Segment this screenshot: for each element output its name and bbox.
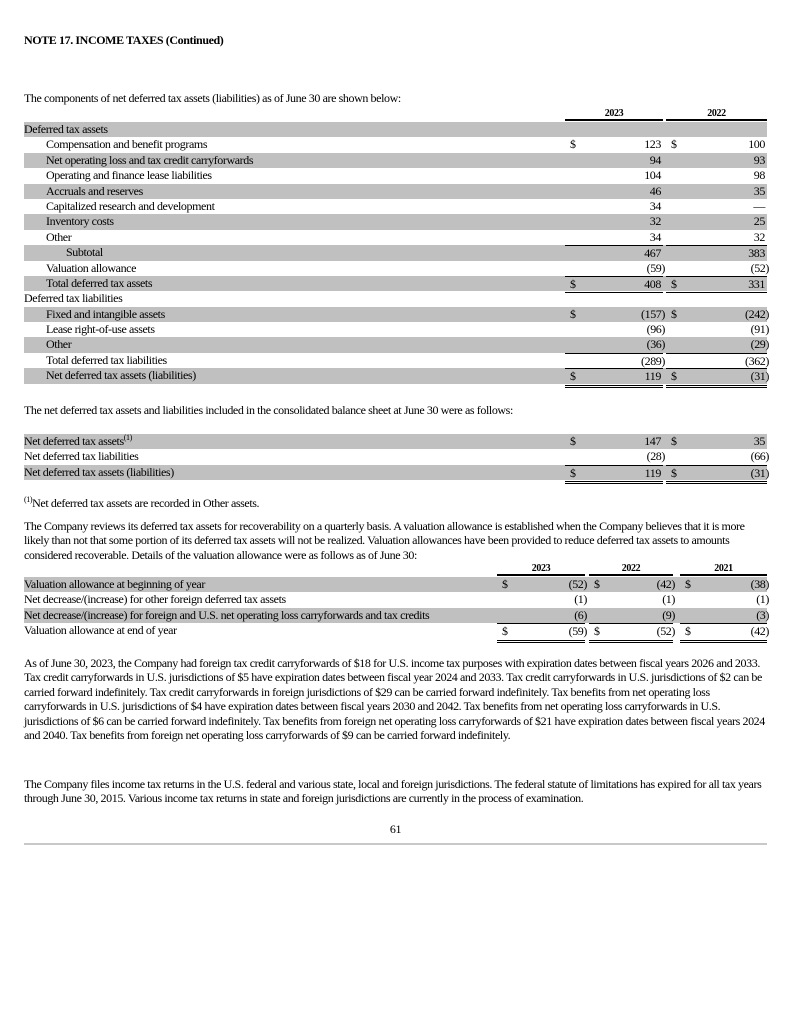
cell-value: (6) <box>574 607 587 622</box>
row-label: Valuation allowance at beginning of year <box>24 577 205 591</box>
value-cell <box>589 592 673 607</box>
row-label: Other <box>46 229 72 244</box>
currency-symbol: $ <box>685 624 691 639</box>
currency-symbol: $ <box>671 276 677 291</box>
cell-value: 32 <box>649 214 661 229</box>
row-label: Valuation allowance <box>46 260 137 275</box>
cell-value: (362) <box>745 353 769 368</box>
row-label: Compensation and benefit programs <box>46 137 208 152</box>
value-cell <box>565 465 663 484</box>
row-label: Capitalized research and development <box>46 198 215 213</box>
cell-value: (66) <box>750 449 769 464</box>
row-label: Net decrease/(increase) for foreign and U.S. net operating loss carryforwards and tax credits <box>24 607 430 622</box>
cell-value: (52) <box>568 577 587 591</box>
cell-value: (28) <box>646 449 665 464</box>
row-label: Subtotal <box>66 245 103 260</box>
cell-value: (29) <box>750 337 769 352</box>
currency-symbol: $ <box>570 434 576 448</box>
currency-symbol: $ <box>671 137 677 152</box>
currency-symbol: $ <box>502 577 508 591</box>
value-cell <box>666 230 767 245</box>
value-cell <box>666 291 767 306</box>
note-title: NOTE 17. INCOME TAXES (Continued) <box>24 33 224 47</box>
cell-value: 104 <box>644 168 661 183</box>
value-cell <box>565 122 663 137</box>
cell-value: 119 <box>644 369 661 384</box>
table-row <box>24 122 767 137</box>
currency-symbol: $ <box>570 369 576 384</box>
currency-symbol: $ <box>570 465 576 480</box>
value-cell <box>666 337 767 352</box>
cell-value: (31) <box>750 369 769 384</box>
footnote-text: Net deferred tax assets are recorded in Other assets. <box>32 496 260 510</box>
table-row <box>24 168 767 183</box>
cell-value: (1) <box>662 592 675 607</box>
cell-value: 383 <box>748 246 765 261</box>
header-row <box>24 563 767 577</box>
table-row <box>24 230 767 245</box>
cell-value: 34 <box>649 198 661 213</box>
value-cell <box>666 353 767 369</box>
balance-sheet-deferred-tax-table <box>24 434 767 480</box>
value-cell <box>565 214 663 229</box>
page-number: 61 <box>389 822 402 836</box>
cell-value: (42) <box>656 577 675 591</box>
row-label: Net deferred tax assets (liabilities) <box>24 464 174 479</box>
year-header: 2022 <box>589 563 673 576</box>
row-label: Operating and finance lease liabilities <box>46 168 212 183</box>
row-label: Net operating loss and tax credit carryforwards <box>46 152 254 167</box>
valuation-allowance-table <box>24 563 767 639</box>
cell-value: (52) <box>750 260 769 275</box>
value-cell <box>565 307 663 322</box>
header-row <box>24 108 767 122</box>
table-row <box>24 276 767 291</box>
table-row <box>24 465 767 480</box>
table-row <box>24 137 767 152</box>
cell-value: (9) <box>662 607 675 622</box>
value-cell <box>680 608 767 623</box>
table2-intro: The net deferred tax assets and liabilities included in the consolidated balance sheet at June 30 were as follows: <box>24 403 513 417</box>
value-cell <box>565 199 663 214</box>
carryforwards-paragraph: As of June 30, 2023, the Company had foreign tax credit carryforwards of $18 for U.S. income tax purposes with expiration dates between fiscal years 2026 and 2033. Tax credit carryforwards in U.S. jurisdictions of $5 have expiration dates between fiscal year 2024 and 2033. Tax credit carryforwards in U.S. jurisdictions of $2 can be carried forward indefinitely. Tax credit carryforwards in foreign jurisdictions of $29 can be carried forward indefinitely. Tax benefits from net operating loss carryforwards in U.S. jurisdictions of $4 have expiration dates between fiscal years 2030 and 2042. Tax benefits from net operating loss carryforwards in U.S. jurisdictions of $6 can be carried forward indefinitely. Tax benefits from foreign net operating loss carryforwards of $21 have expiration dates between fiscal years 2024 and 2040. Tax benefits from foreign net operating loss carryforwards of $9 can be carried forward indefinitely. <box>24 656 765 743</box>
cell-value: (289) <box>641 353 665 368</box>
value-cell <box>565 230 663 245</box>
value-cell <box>565 434 663 449</box>
value-cell <box>666 245 767 261</box>
table1-intro: The components of net deferred tax assets (liabilities) as of June 30 are shown below: <box>24 91 401 105</box>
table-row <box>24 337 767 352</box>
cell-value: (38) <box>750 577 769 591</box>
year-header: 2022 <box>666 108 767 121</box>
row-label: Deferred tax assets <box>24 122 108 136</box>
table-row <box>24 608 767 623</box>
value-cell <box>666 168 767 183</box>
value-cell <box>666 153 767 168</box>
currency-symbol: $ <box>671 369 677 384</box>
row-label: Deferred tax liabilities <box>24 291 123 306</box>
currency-symbol: $ <box>594 624 600 639</box>
cell-value: (96) <box>646 322 665 337</box>
row-label: Total deferred tax liabilities <box>46 352 167 367</box>
cell-value: 32 <box>753 229 765 244</box>
value-cell <box>680 592 767 607</box>
value-cell <box>666 261 767 276</box>
cell-value: 46 <box>649 183 661 198</box>
value-cell <box>666 199 767 214</box>
value-cell <box>666 137 767 152</box>
page-divider <box>24 843 767 845</box>
currency-symbol: $ <box>570 137 576 152</box>
value-cell <box>666 214 767 229</box>
value-cell <box>565 449 663 464</box>
year-header: 2021 <box>680 563 767 576</box>
row-label: Lease right-of-use assets <box>46 322 155 337</box>
cell-value: 467 <box>644 246 661 261</box>
value-cell <box>497 608 585 623</box>
cell-value: 35 <box>753 434 765 448</box>
value-cell <box>666 434 767 449</box>
footnote-ref: (1) <box>123 433 132 442</box>
row-label: Net decrease/(increase) for other foreign deferred tax assets <box>24 592 286 607</box>
table-row <box>24 353 767 368</box>
row-label: Net deferred tax liabilities <box>24 449 139 464</box>
cell-value: (91) <box>750 322 769 337</box>
row-label: Fixed and intangible assets <box>46 306 165 321</box>
cell-value: 93 <box>753 152 765 167</box>
cell-value: (3) <box>756 607 769 622</box>
cell-value: (52) <box>656 624 675 639</box>
value-cell <box>666 307 767 322</box>
row-label: Total deferred tax assets <box>46 275 153 290</box>
value-cell <box>565 353 663 369</box>
table-row <box>24 291 767 306</box>
table-row <box>24 368 767 383</box>
table-row <box>24 214 767 229</box>
cell-value: 408 <box>644 276 661 291</box>
cell-value: 25 <box>753 214 765 229</box>
value-cell <box>666 322 767 337</box>
currency-symbol: $ <box>502 624 508 639</box>
cell-value: 331 <box>748 276 765 291</box>
value-cell <box>565 337 663 352</box>
cell-value: (157) <box>641 306 665 321</box>
cell-value: (42) <box>750 624 769 639</box>
value-cell <box>589 577 673 592</box>
value-cell <box>589 608 673 623</box>
cell-value: 123 <box>644 137 661 152</box>
value-cell <box>680 577 767 592</box>
cell-value: — <box>753 198 765 213</box>
table-row <box>24 577 767 592</box>
table-row <box>24 322 767 337</box>
value-cell <box>666 122 767 137</box>
footnote-mark: (1) <box>24 495 33 504</box>
table-row <box>24 153 767 168</box>
cell-value: (31) <box>750 465 769 480</box>
value-cell <box>666 368 767 387</box>
cell-value: (36) <box>646 337 665 352</box>
cell-value: (59) <box>646 260 665 275</box>
value-cell <box>565 261 663 276</box>
cell-value: 100 <box>748 137 765 152</box>
value-cell <box>565 322 663 337</box>
cell-value: (59) <box>568 624 587 639</box>
footnote <box>24 496 769 510</box>
currency-symbol: $ <box>671 465 677 480</box>
cell-value: 119 <box>644 465 661 480</box>
row-label: Inventory costs <box>46 214 114 229</box>
cell-value: (1) <box>756 592 769 607</box>
currency-symbol: $ <box>671 306 677 321</box>
table-row <box>24 245 767 260</box>
cell-value: 35 <box>753 183 765 198</box>
table-row <box>24 261 767 276</box>
cell-value: (1) <box>574 592 587 607</box>
row-label: Valuation allowance at end of year <box>24 623 177 638</box>
currency-symbol: $ <box>594 577 600 591</box>
table-row <box>24 307 767 322</box>
value-cell <box>565 245 663 261</box>
table-row <box>24 592 767 607</box>
value-cell <box>666 184 767 199</box>
currency-symbol: $ <box>570 306 576 321</box>
value-cell <box>565 168 663 183</box>
cell-value: 147 <box>644 434 661 448</box>
value-cell <box>497 577 585 592</box>
currency-symbol: $ <box>685 577 691 591</box>
table-row <box>24 184 767 199</box>
table-row <box>24 434 767 449</box>
value-cell <box>565 184 663 199</box>
year-header: 2023 <box>565 108 663 121</box>
value-cell <box>565 137 663 152</box>
cell-value: 34 <box>649 229 661 244</box>
row-label: Accruals and reserves <box>46 183 143 198</box>
currency-symbol: $ <box>671 434 677 448</box>
cell-value: (242) <box>745 306 769 321</box>
cell-value: 94 <box>649 152 661 167</box>
cell-value: 98 <box>753 168 765 183</box>
value-cell <box>497 623 585 642</box>
value-cell <box>565 368 663 387</box>
value-cell <box>497 592 585 607</box>
table-row <box>24 449 767 464</box>
year-header: 2023 <box>497 563 585 576</box>
row-label: Net deferred tax assets$^{(1)}$ <box>24 433 132 448</box>
value-cell <box>680 623 767 642</box>
table-row <box>24 199 767 214</box>
value-cell <box>666 465 767 484</box>
row-label: Net deferred tax assets (liabilities) <box>46 368 196 383</box>
value-cell <box>666 449 767 464</box>
tax-returns-paragraph: The Company files income tax returns in the U.S. federal and various state, local and foreign jurisdictions. The federal statute of limitations has expired for all tax years through June 30, 2015. Various income tax returns in state and foreign jurisdictions are currently in the process of examination. <box>24 777 762 806</box>
row-label: Other <box>46 337 72 352</box>
valuation-paragraph: The Company reviews its deferred tax assets for recoverability on a quarterly basis. A valuation allowance is established when the Company believes that it is more likely than not that some portion of its deferred tax assets will not be realized. Valuation allowances have been provided to reduce deferred tax assets to amounts considered recoverable. Details of the valuation allowance were as follows as of June 30: <box>24 519 745 562</box>
value-cell <box>589 623 673 642</box>
value-cell <box>565 291 663 306</box>
table-row <box>24 623 767 638</box>
value-cell <box>565 153 663 168</box>
deferred-tax-components-table <box>24 108 767 384</box>
currency-symbol: $ <box>570 276 576 291</box>
